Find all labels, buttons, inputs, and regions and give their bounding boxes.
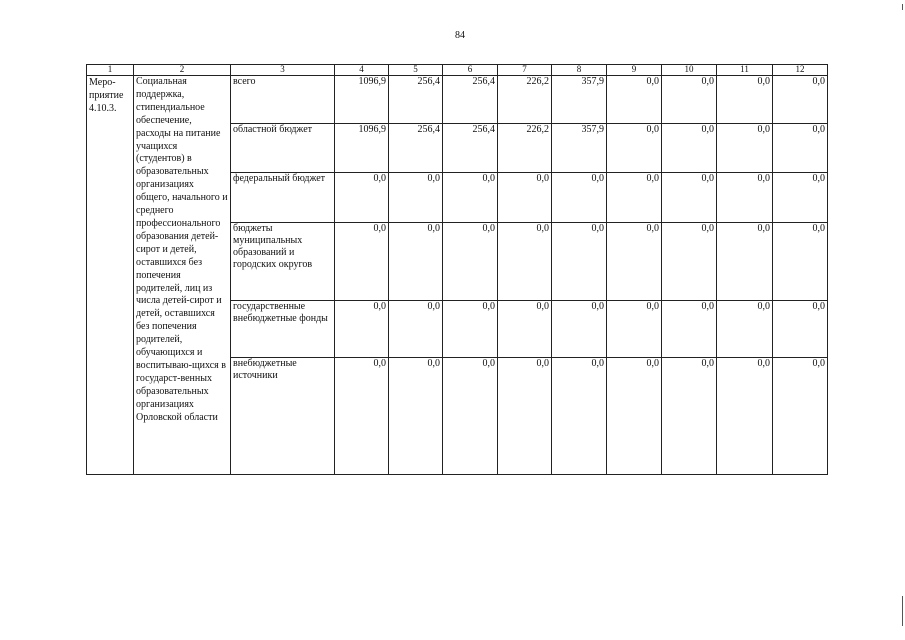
value-cell-col-11: 0,0: [717, 358, 773, 475]
value-cell-col-9: 0,0: [607, 358, 662, 475]
funding-source-cell: внебюджетные источники: [231, 358, 335, 475]
value-cell-col-11: 0,0: [717, 76, 773, 124]
value-cell-col-6: 256,4: [443, 124, 498, 173]
value-cell-col-4: 0,0: [335, 301, 389, 358]
value-cell-col-12: 0,0: [773, 76, 828, 124]
header-row: [87, 65, 828, 76]
column-header-7: 7: [498, 65, 552, 76]
value-cell-col-9: 0,0: [607, 173, 662, 223]
value-cell-col-4: 1096,9: [335, 124, 389, 173]
value-cell-col-9: 0,0: [607, 223, 662, 301]
column-header-12: 12: [773, 65, 828, 76]
value-cell-col-7: 226,2: [498, 124, 552, 173]
value-cell-col-12: 0,0: [773, 173, 828, 223]
value-cell-col-5: 0,0: [389, 358, 443, 475]
scan-edge-mark-top: [902, 4, 903, 10]
value-cell-col-7: 226,2: [498, 76, 552, 124]
column-header-11: 11: [717, 65, 773, 76]
table-row: [87, 76, 828, 124]
value-cell-col-12: 0,0: [773, 124, 828, 173]
value-cell-col-7: 0,0: [498, 173, 552, 223]
value-cell-col-10: 0,0: [662, 301, 717, 358]
column-header-9: 9: [607, 65, 662, 76]
value-cell-col-4: 0,0: [335, 358, 389, 475]
page-number: 84: [455, 30, 465, 41]
value-cell-col-7: 0,0: [498, 223, 552, 301]
value-cell-col-8: 357,9: [552, 124, 607, 173]
funding-source-cell: областной бюджет: [231, 124, 335, 173]
value-cell-col-4: 0,0: [335, 223, 389, 301]
column-header-2: 2: [134, 65, 231, 76]
value-cell-col-10: 0,0: [662, 358, 717, 475]
value-cell-col-9: 0,0: [607, 124, 662, 173]
column-header-1: 1: [87, 65, 134, 76]
column-header-3: 3: [231, 65, 335, 76]
value-cell-col-8: 0,0: [552, 223, 607, 301]
value-cell-col-6: 256,4: [443, 76, 498, 124]
value-cell-col-7: 0,0: [498, 358, 552, 475]
column-header-5: 5: [389, 65, 443, 76]
funding-source-cell: государственные внебюджетные фонды: [231, 301, 335, 358]
value-cell-col-11: 0,0: [717, 124, 773, 173]
value-cell-col-10: 0,0: [662, 223, 717, 301]
value-cell-col-6: 0,0: [443, 173, 498, 223]
value-cell-col-10: 0,0: [662, 124, 717, 173]
measure-name-cell: Социальная поддержка, стипендиальное обеспечение, расходы на питание учащихся (студентов) в образовательных организациях общего, начального и среднего профессионального образования детей-сирот и детей, оставшихся без попечения родителей, лиц из числа детей-сирот и детей, оставшихся без попечения родителей, обучающихся и воспитываю-щихся в государст-венных образовательных организациях Орловской области: [134, 76, 231, 475]
column-header-8: 8: [552, 65, 607, 76]
value-cell-col-6: 0,0: [443, 301, 498, 358]
value-cell-col-11: 0,0: [717, 301, 773, 358]
value-cell-col-10: 0,0: [662, 76, 717, 124]
value-cell-col-12: 0,0: [773, 358, 828, 475]
value-cell-col-9: 0,0: [607, 76, 662, 124]
value-cell-col-5: 0,0: [389, 301, 443, 358]
value-cell-col-8: 0,0: [552, 358, 607, 475]
value-cell-col-12: 0,0: [773, 301, 828, 358]
funding-source-cell: федеральный бюджет: [231, 173, 335, 223]
scan-edge-mark-bottom: [902, 596, 903, 626]
value-cell-col-5: 0,0: [389, 173, 443, 223]
value-cell-col-8: 0,0: [552, 301, 607, 358]
value-cell-col-11: 0,0: [717, 173, 773, 223]
value-cell-col-11: 0,0: [717, 223, 773, 301]
value-cell-col-8: 357,9: [552, 76, 607, 124]
value-cell-col-4: 1096,9: [335, 76, 389, 124]
column-header-10: 10: [662, 65, 717, 76]
value-cell-col-6: 0,0: [443, 358, 498, 475]
funding-table: [86, 64, 828, 475]
measure-id-cell: Меро- приятие 4.10.3.: [87, 76, 134, 475]
value-cell-col-5: 256,4: [389, 76, 443, 124]
value-cell-col-6: 0,0: [443, 223, 498, 301]
value-cell-col-12: 0,0: [773, 223, 828, 301]
value-cell-col-9: 0,0: [607, 301, 662, 358]
column-header-6: 6: [443, 65, 498, 76]
value-cell-col-4: 0,0: [335, 173, 389, 223]
funding-source-cell: бюджеты муниципальных образований и городских округов: [231, 223, 335, 301]
column-header-4: 4: [335, 65, 389, 76]
value-cell-col-5: 256,4: [389, 124, 443, 173]
value-cell-col-7: 0,0: [498, 301, 552, 358]
value-cell-col-10: 0,0: [662, 173, 717, 223]
funding-source-cell: всего: [231, 76, 335, 124]
value-cell-col-8: 0,0: [552, 173, 607, 223]
value-cell-col-5: 0,0: [389, 223, 443, 301]
